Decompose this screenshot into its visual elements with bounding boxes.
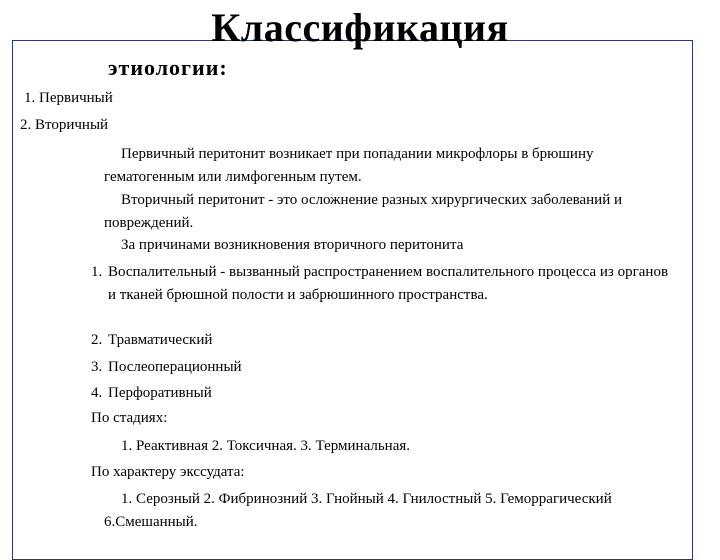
- cause-number: 2.: [91, 332, 103, 348]
- primary-peritonitis-definition: Первичный перитонит возникает при попадании микрофлоры в брюшину гематогенным или лимфогенным путем.: [104, 146, 594, 185]
- cause-item-inflammatory: [91, 263, 691, 333]
- classification-subtitle: этиологии:: [108, 55, 228, 80]
- cause-item-postoperative: [91, 358, 691, 378]
- cause-item-perforative: [91, 384, 691, 404]
- cause-text: Перфоративный: [108, 385, 212, 401]
- cause-text: Воспалительный - вызванный распространением воспалительного процесса из органов и тканей брюшной полости и забрюшинного пространства.: [108, 264, 669, 303]
- cause-number: 4.: [91, 385, 103, 401]
- etiology-item-secondary: 2. Вторичный: [20, 117, 109, 133]
- exudate-list: 1. Серозный 2. Фибринозний 3. Гнойный 4. Гнилостный 5. Геморрагический 6.Смешанный.: [104, 491, 612, 530]
- cause-text: Послеоперационный: [108, 359, 242, 375]
- stages-heading: По стадиях:: [91, 410, 168, 426]
- cause-item-traumatic: [91, 331, 691, 351]
- secondary-causes-heading: За причинами возникновения вторичного перитонита: [121, 237, 464, 253]
- etiology-item-primary: 1. Первичный: [24, 90, 113, 106]
- secondary-peritonitis-definition: Вторичный перитонит - это осложнение разных хирургических заболеваний и повреждений.: [104, 192, 622, 231]
- cause-text: Травматический: [108, 332, 213, 348]
- stages-list: 1. Реактивная 2. Токсичная. 3. Терминальная.: [121, 438, 411, 454]
- cause-number: 1.: [91, 264, 103, 280]
- slide-title: Классификация: [211, 5, 509, 50]
- exudate-heading: По характеру экссудата:: [91, 464, 245, 480]
- cause-number: 3.: [91, 359, 103, 375]
